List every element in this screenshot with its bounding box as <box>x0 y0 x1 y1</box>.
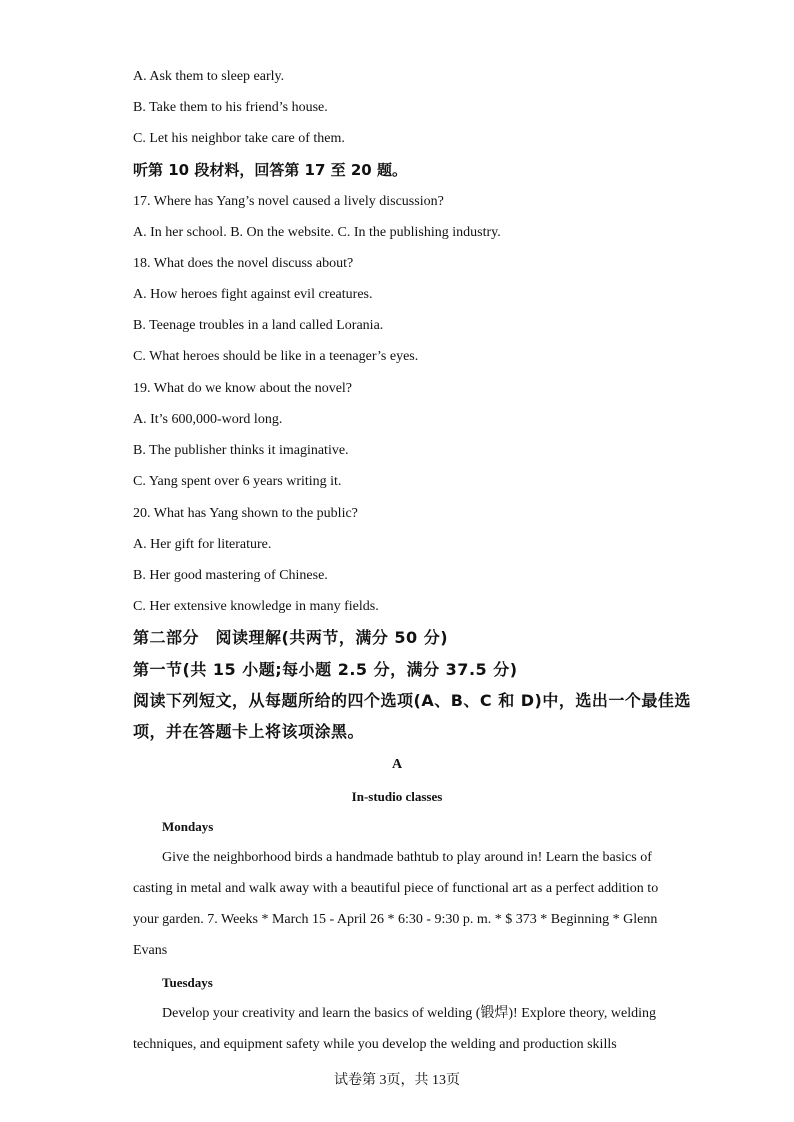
reading-instruction: 阅读下列短文，从每题所给的四个选项(A、B、C 和 D)中，选出一个最佳选 <box>133 691 691 710</box>
monday-heading: Mondays <box>162 819 214 834</box>
question-17: 17. Where has Yang’s novel caused a lively discussion? <box>133 194 444 209</box>
paragraph-line: casting in metal and walk away with a beautiful piece of functional art as a perfect addition to <box>133 881 659 896</box>
tuesday-heading: Tuesdays <box>162 975 213 990</box>
option-line: C. Let his neighbor take care of them. <box>133 131 345 146</box>
option-line: C. Her extensive knowledge in many fields. <box>133 599 379 614</box>
part-heading: 第二部分 阅读理解(共两节，满分 50 分) <box>133 628 449 647</box>
section-instruction: 听第 10 段材料，回答第 17 至 20 题。 <box>133 161 407 179</box>
question-20: 20. What has Yang shown to the public? <box>133 506 358 521</box>
reading-instruction: 项，并在答题卡上将该项涂黑。 <box>133 722 365 741</box>
paragraph-line: techniques, and equipment safety while you develop the welding and production skills <box>133 1037 617 1052</box>
option-line: A. Her gift for literature. <box>133 537 272 552</box>
option-line: A. It’s 600,000-word long. <box>133 412 283 427</box>
option-line: A. How heroes fight against evil creatures. <box>133 287 373 302</box>
option-line: A. In her school. B. On the website. C. In the publishing industry. <box>133 225 501 240</box>
option-line: B. Her good mastering of Chinese. <box>133 568 328 583</box>
paragraph-line: your garden. 7. Weeks * March 15 - April 26 * 6:30 - 9:30 p. m. * $ 373 * Beginning * Glenn <box>133 912 658 927</box>
paragraph-line: Give the neighborhood birds a handmade bathtub to play around in! Learn the basics of <box>162 850 652 865</box>
question-19: 19. What do we know about the novel? <box>133 381 353 396</box>
passage-title: In-studio classes <box>351 789 443 804</box>
section-heading: 第一节(共 15 小题;每小题 2.5 分，满分 37.5 分) <box>133 660 518 679</box>
option-line: C. What heroes should be like in a teenager’s eyes. <box>133 349 419 364</box>
question-18: 18. What does the novel discuss about? <box>133 256 354 271</box>
passage-letter: A <box>391 757 403 772</box>
paragraph-line: Develop your creativity and learn the basics of welding (锻焊)! Explore theory, welding <box>162 1006 656 1021</box>
option-line: C. Yang spent over 6 years writing it. <box>133 474 342 489</box>
paragraph-line: Evans <box>133 943 168 958</box>
option-line: B. Take them to his friend’s house. <box>133 100 328 115</box>
option-line: B. The publisher thinks it imaginative. <box>133 443 349 458</box>
option-line: A. Ask them to sleep early. <box>133 69 285 84</box>
page-footer: 试卷第 3页，共 13页 <box>334 1073 460 1088</box>
option-line: B. Teenage troubles in a land called Lorania. <box>133 318 384 333</box>
